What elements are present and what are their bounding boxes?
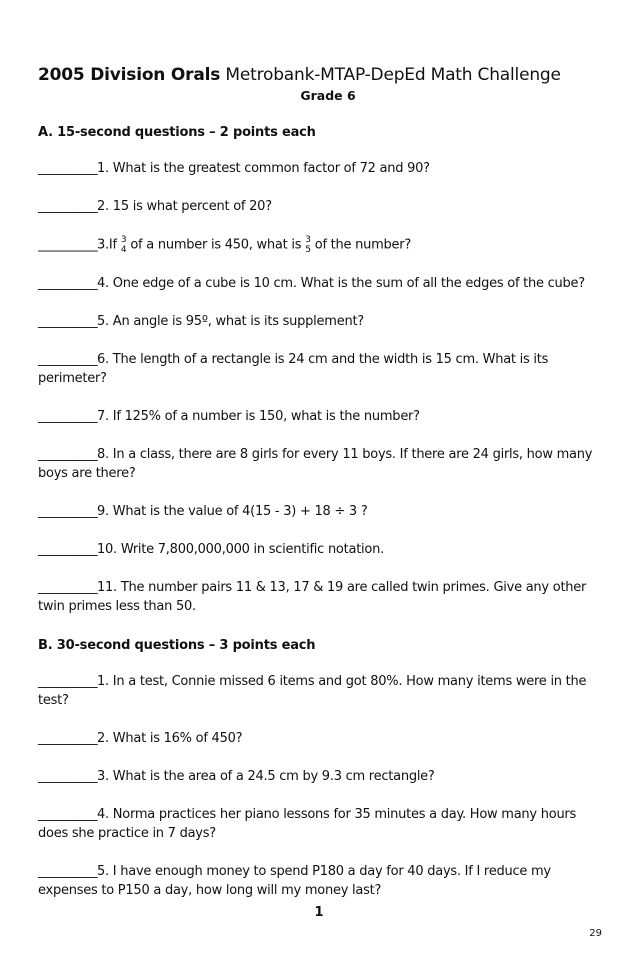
fraction-numerator: 3 — [120, 235, 127, 245]
document-title — [38, 64, 598, 86]
question-text: 4. Norma practices her piano lessons for 35 minutes a day. How many hours does she practice in 7 days? — [38, 807, 577, 841]
section-b-heading: B. 30-second questions – 3 points each — [38, 638, 316, 653]
grade-label: Grade 6 — [300, 88, 356, 103]
answer-blank: __________ — [38, 199, 98, 214]
answer-blank: __________ — [38, 314, 98, 329]
answer-blank: __________ — [38, 769, 98, 784]
question-a9 — [38, 502, 598, 521]
fraction-denominator: 4 — [120, 245, 127, 255]
question-a7 — [38, 407, 598, 426]
question-text: 3. What is the area of a 24.5 cm by 9.3 cm rectangle? — [97, 769, 435, 784]
question-text: 5. An angle is 95º, what is its supplement? — [97, 314, 364, 329]
question-text: 9. What is the value of 4(15 - 3) + 18 ÷ 3 ? — [97, 504, 368, 519]
title-rest: Metrobank-MTAP-DepEd Math Challenge — [225, 65, 561, 85]
document-page — [38, 64, 598, 900]
question-text: 6. The length of a rectangle is 24 cm and the width is 15 cm. What is its perimeter? — [38, 352, 549, 386]
question-prefix: 3.If — [97, 237, 117, 253]
title-bold: 2005 Division Orals — [38, 65, 221, 85]
question-text: 7. If 125% of a number is 150, what is the number? — [97, 409, 420, 424]
question-a3 — [38, 235, 598, 255]
corner-page-number: 29 — [589, 928, 602, 939]
question-text: 2. What is 16% of 450? — [97, 731, 243, 746]
question-text: 5. I have enough money to spend P180 a day for 40 days. If I reduce my expenses to P150 a day, how long will my money last? — [38, 864, 551, 898]
question-middle: of a number is 450, what is — [130, 237, 302, 253]
question-text: 8. In a class, there are 8 girls for every 11 boys. If there are 24 girls, how many boys are there? — [38, 447, 593, 481]
answer-blank: __________ — [38, 542, 98, 557]
question-text: 1. In a test, Connie missed 6 items and got 80%. How many items were in the test? — [38, 674, 587, 708]
question-suffix: of the number? — [314, 237, 412, 253]
question-b2 — [38, 729, 598, 748]
question-a8 — [38, 445, 598, 483]
page-number: 1 — [314, 905, 324, 920]
answer-blank: __________ — [38, 674, 98, 689]
fraction-denominator: 5 — [305, 245, 311, 255]
answer-blank: __________ — [38, 731, 98, 746]
answer-blank: __________ — [38, 276, 98, 291]
answer-blank: __________ — [38, 580, 98, 595]
question-b1 — [38, 672, 598, 710]
answer-blank: __________ — [38, 504, 98, 519]
answer-blank: __________ — [38, 409, 98, 424]
fraction-numerator: 3 — [305, 235, 311, 245]
question-a10 — [38, 540, 598, 559]
question-text: 2. 15 is what percent of 20? — [97, 199, 272, 214]
question-text: 11. The number pairs 11 & 13, 17 & 19 are called twin primes. Give any other twin primes less than 50. — [38, 580, 587, 614]
question-b5 — [38, 862, 598, 900]
question-a6 — [38, 350, 598, 388]
question-text: 1. What is the greatest common factor of 72 and 90? — [97, 161, 430, 176]
answer-blank: __________ — [38, 237, 98, 253]
question-text: 4. One edge of a cube is 10 cm. What is the sum of all the edges of the cube? — [97, 276, 585, 291]
question-a5 — [38, 312, 598, 331]
question-b4 — [38, 805, 598, 843]
answer-blank: __________ — [38, 447, 98, 462]
answer-blank: __________ — [38, 352, 98, 367]
question-text: 10. Write 7,800,000,000 in scientific notation. — [97, 542, 384, 557]
question-b3 — [38, 767, 598, 786]
question-a2 — [38, 197, 598, 216]
question-a4 — [38, 274, 598, 293]
question-a11 — [38, 578, 598, 616]
fraction-three-fourths — [121, 235, 126, 255]
section-a-heading: A. 15-second questions – 2 points each — [38, 125, 316, 140]
answer-blank: __________ — [38, 161, 98, 176]
answer-blank: __________ — [38, 807, 98, 822]
answer-blank: __________ — [38, 864, 98, 879]
question-a1 — [38, 159, 598, 178]
fraction-three-fifths — [305, 235, 310, 255]
